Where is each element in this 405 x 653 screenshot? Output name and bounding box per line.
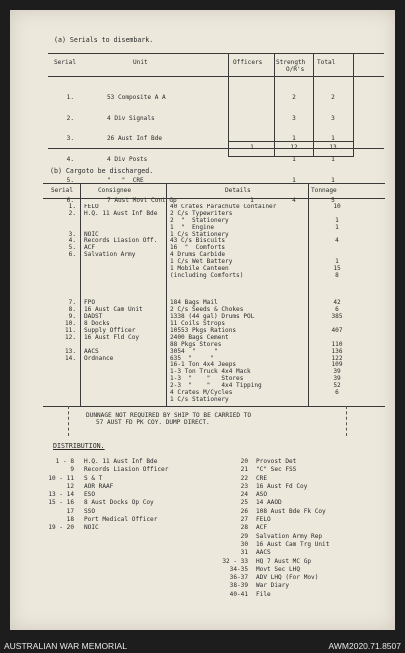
table-row (54, 259, 76, 266)
table-row: 13. (64, 347, 76, 355)
table-row: 4 Drums Carbide (170, 251, 226, 259)
list-item: File (256, 590, 271, 598)
table-row (312, 245, 362, 252)
table-row: 6. (68, 251, 76, 259)
table-row: 16 Aust Fld Coy (84, 333, 140, 341)
list-item: Records Liasion Officer (84, 466, 169, 474)
list-item-number: 30 (240, 540, 248, 548)
list-item: 16 Aust Cam Trg Unit (256, 540, 330, 548)
table-row: NOIC (84, 230, 99, 238)
table-row (170, 280, 307, 287)
table-row: 3. (68, 230, 76, 238)
list-item-number: 36-37 (229, 574, 248, 582)
table-row: 4 Div Posts (107, 155, 148, 163)
table-row: 1 (335, 258, 339, 266)
list-item-number: 40-41 (229, 590, 248, 598)
total-strength: 12 (290, 144, 298, 151)
list-item: Provost Det (256, 458, 297, 465)
table-row: 14. (64, 354, 76, 362)
table-row: ACF (84, 244, 96, 252)
table-row: Salvation Army (84, 251, 136, 259)
list-item: FELO (256, 516, 271, 524)
table-row: 385 (331, 313, 343, 321)
table-row: 2. (68, 209, 76, 217)
table-row (170, 287, 307, 294)
table-row (84, 287, 168, 294)
distribution-right-numbers (210, 459, 248, 600)
table-row: 2 " Stationery (170, 216, 229, 224)
list-item-number: 21 (240, 466, 248, 474)
section-b-serial-col (54, 204, 76, 411)
table-row: 136 (331, 347, 343, 355)
table-row (54, 404, 76, 411)
distribution-left-numbers (38, 459, 74, 534)
table-row (170, 404, 307, 411)
table-row: 7. (68, 299, 76, 307)
table-row: 1 Mobile Canteen (170, 265, 229, 273)
table-row (84, 383, 168, 390)
table-row: 5. (66, 176, 74, 184)
list-item: 8 Aust Docks Op Coy (84, 499, 154, 507)
footer-institution: AUSTRALIAN WAR MEMORIAL (4, 641, 127, 651)
table-row: 3. (66, 135, 74, 143)
distribution-right-names (256, 459, 376, 600)
table-row: 53 Composite A A (107, 93, 166, 101)
table-row (84, 259, 168, 266)
table-row (84, 294, 168, 301)
table-row: 39 (333, 368, 341, 376)
table-row: 1338 (44 gal) Drums POL (170, 313, 255, 321)
table-row (54, 287, 76, 294)
table-row: 12. (64, 333, 76, 341)
table-row: FELO (84, 204, 99, 210)
list-item-number: 12 (66, 482, 74, 490)
table-row: 5. (68, 244, 76, 252)
section-a-strength-col: 2 3 1 1 1 4 (292, 93, 296, 205)
table-row (54, 266, 76, 273)
list-item: 16 Aust Fd Coy (256, 482, 308, 490)
footer-accession-number: AWM2020.71.8507 (328, 641, 401, 651)
list-item: CRE (256, 474, 268, 482)
table-row: Supply Officer (84, 327, 136, 335)
document-page (10, 10, 395, 630)
section-b-details-col (170, 204, 307, 411)
table-row: 10. (64, 320, 76, 328)
list-item-number: 20 (240, 458, 248, 465)
list-item-number: 25 (240, 499, 248, 507)
list-item-number: 13 - 14 (48, 491, 74, 499)
list-item: HQ 7 Aust MC Gp (256, 557, 312, 565)
table-row (84, 280, 168, 287)
table-row: 40 Crates Parachute Container (170, 204, 277, 210)
table-row (84, 397, 168, 404)
table-row: 635 " " (170, 354, 215, 362)
list-item: ASO (256, 491, 268, 499)
table-row: 4 Crates M/Cycles (170, 389, 233, 397)
list-item: "C" Sec FSS (256, 466, 297, 474)
list-item: H.Q. 11 Aust Inf Bde (84, 458, 158, 465)
table-row (54, 397, 76, 404)
header-strength-sub: O/R's (286, 66, 305, 73)
table-row (312, 280, 362, 287)
table-row: 9. (68, 313, 76, 321)
table-row (54, 383, 76, 390)
list-item: Movt Sec LHQ (256, 565, 301, 573)
list-item: S & T (84, 474, 103, 482)
table-row: 4. (66, 155, 74, 163)
list-item: AOR RAAF (84, 482, 114, 490)
list-item: NOIC (84, 524, 99, 532)
table-row (84, 266, 168, 273)
list-item-number: 23 (240, 482, 248, 490)
list-item: ACF (256, 524, 268, 532)
table-row: 26 Aust Inf Bde (107, 135, 163, 143)
table-row: 52 (333, 382, 341, 390)
table-row: 6. (66, 197, 74, 205)
table-row: 407 (331, 327, 343, 335)
list-item-number: 34-35 (229, 565, 248, 573)
list-item-number: 22 (240, 474, 248, 482)
table-row: 10553 Pkgs Rations (170, 327, 237, 335)
header-details: Details (225, 187, 251, 194)
table-row: 4 (335, 237, 339, 245)
table-row (54, 362, 76, 369)
list-item-number: 1 - 8 (55, 458, 74, 465)
table-row (84, 390, 168, 397)
list-item: 14 AAOD (256, 499, 282, 507)
section-a-total-col: 2 3 1 1 1 5 (331, 93, 335, 205)
table-row: 1 C/s Wet Battery (170, 258, 233, 266)
list-item-number: 19 - 20 (48, 524, 74, 532)
table-row (312, 287, 362, 294)
list-item: Port Medical Officer (84, 516, 158, 524)
list-item-number: 31 (240, 549, 248, 557)
list-item-number: 15 - 16 (48, 499, 74, 507)
table-row (54, 218, 76, 225)
table-row: 1. (68, 203, 76, 210)
table-row: 1. (66, 93, 74, 101)
table-row: 109 (331, 361, 343, 369)
table-row: 1-3 " " Stores (170, 375, 244, 383)
section-b-tonnage-col (312, 204, 362, 411)
list-item-number: 29 (240, 532, 248, 540)
table-row: Records Liasion Off. (84, 237, 158, 245)
section-a-officers-col: 1 (250, 197, 254, 205)
header-tonnage: Tonnage (311, 187, 337, 194)
table-row: 2. (66, 114, 74, 122)
list-item: SSO (84, 507, 96, 515)
table-row: 8. (68, 306, 76, 314)
table-row: 16-1 Ton 4x4 Jeeps (170, 361, 237, 369)
header-serial: Serial (54, 59, 77, 66)
dunnage-note-line1: DUNNAGE NOT REQUIRED BY SHIP TO BE CARRIED TO (86, 412, 252, 419)
table-row: 1-3 Ton Truck 4x4 Mack (170, 368, 251, 376)
table-row: 2 C/s Typewriters (170, 209, 233, 217)
table-row: (including Comforts) (170, 271, 244, 279)
table-row: 1 " Engine (170, 223, 215, 231)
table-row: 42 (333, 299, 341, 307)
table-row: " " CRE (107, 176, 144, 184)
table-row (54, 273, 76, 280)
header-unit: Unit (133, 59, 148, 66)
list-item-number: 32 - 33 (222, 557, 248, 565)
dunnage-note-line2: 57 AUST FD PK COY. DUMP DIRECT. (96, 419, 210, 426)
list-item-number: 17 (66, 507, 74, 515)
table-row: AACS (84, 347, 99, 355)
header-strength: Strength (276, 59, 306, 66)
table-row (54, 369, 76, 376)
table-row (312, 404, 362, 411)
table-row (312, 397, 362, 404)
table-row (84, 218, 168, 225)
section-b-heading: (b) Cargoto be discharged. (50, 167, 154, 175)
table-row: 4 Div Signals (107, 114, 155, 122)
table-row: 11. (64, 327, 76, 335)
table-row: 2400 Bags Cement (170, 333, 229, 341)
table-row: 1 (335, 216, 339, 224)
table-row: 15 (333, 265, 341, 273)
list-item-number: 28 (240, 524, 248, 532)
table-row: 1 (335, 223, 339, 231)
list-item-number: 10 - 11 (48, 474, 74, 482)
list-item-number: 26 (240, 507, 248, 515)
list-item: War Diary (256, 582, 290, 590)
table-row: 8 (335, 271, 339, 279)
header-serial-b: Serial (51, 187, 74, 194)
table-row: DADST (84, 313, 103, 321)
table-row (84, 376, 168, 383)
table-row (84, 404, 168, 411)
list-item-number: 24 (240, 491, 248, 499)
table-row: 1 C/s Stationery (170, 230, 229, 238)
list-item-number: 18 (66, 516, 74, 524)
table-row (54, 390, 76, 397)
table-row: 184 Bags Mail (170, 299, 218, 307)
table-row: 43 C/s Biscuits (170, 237, 226, 245)
list-item: AACS (256, 549, 271, 557)
table-row: 110 (331, 340, 343, 348)
section-a-heading: (a) Serials to disembark. (54, 36, 154, 44)
table-row: 88 Pkgs Stores (170, 340, 222, 348)
header-consignee: Consignee (98, 187, 132, 194)
table-row (54, 376, 76, 383)
table-row: Ordnance (84, 354, 114, 362)
list-item-number: 38-39 (229, 582, 248, 590)
table-row: FPO (84, 299, 96, 307)
header-officers: Officers (233, 59, 263, 66)
table-row: 16 " Comforts (170, 244, 226, 252)
table-row: 7 Aust Movt Cont Gp (107, 197, 177, 205)
table-row: 16 Aust Cam Unit (84, 306, 143, 314)
table-row (84, 369, 168, 376)
list-item: 108 Aust Bde Fk Coy (256, 507, 326, 515)
list-item-number: 27 (240, 516, 248, 524)
table-row: 2-3 " " 4x4 Tipping (170, 382, 262, 390)
table-row: 4. (68, 237, 76, 245)
list-item-number: 9 (70, 466, 74, 474)
table-row: H.Q. 11 Aust Inf Bde (84, 209, 158, 217)
table-row (84, 273, 168, 280)
table-row: 8 Docks (84, 320, 110, 328)
table-row: 39 (333, 375, 341, 383)
header-total: Total (317, 59, 336, 66)
distribution-heading: DISTRIBUTION. (53, 442, 105, 450)
total-officers: 1 (250, 144, 254, 151)
table-row: 2 C/s Seeds & Chokes (170, 306, 244, 314)
list-item: ESO (84, 491, 96, 499)
table-row: 6 (335, 389, 339, 397)
list-item: ADV LHQ (For Mov) (256, 574, 319, 582)
table-row: 11 Coils Strops (170, 320, 226, 328)
distribution-left-names (84, 459, 214, 534)
table-row: 3054 " " (170, 347, 218, 355)
list-item: Salvation Army Rep (256, 532, 323, 540)
footer-bar (0, 640, 405, 653)
total-total: 13 (329, 144, 337, 151)
section-b-consignee-col (84, 204, 168, 411)
table-row: 6 (335, 306, 339, 314)
table-row (84, 362, 168, 369)
table-row: 1 C/s Stationery (170, 395, 229, 403)
table-row (54, 280, 76, 287)
table-row: 122 (331, 354, 343, 362)
table-row: 10 (333, 203, 341, 210)
